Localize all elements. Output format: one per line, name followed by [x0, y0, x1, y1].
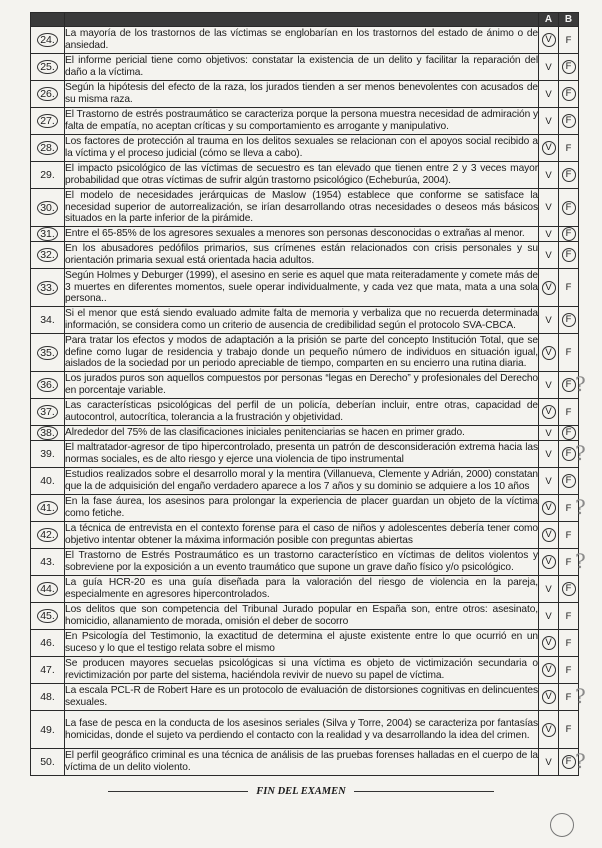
answer-false-option[interactable]: F: [562, 201, 576, 215]
table-row: [31, 307, 579, 334]
header-col-a: A: [539, 13, 559, 27]
table-row: [31, 684, 579, 711]
answer-cell-b[interactable]: [559, 307, 579, 334]
table-row: [31, 603, 579, 630]
exam-sheet: [30, 12, 578, 776]
question-mark-annotation: ?: [575, 495, 586, 519]
footer-right-line: [354, 791, 494, 792]
answer-true-option[interactable]: V: [545, 88, 552, 100]
question-number: 34.: [40, 314, 55, 326]
answer-true-option[interactable]: V: [545, 169, 552, 181]
table-row: [31, 372, 579, 399]
answer-false-option[interactable]: F: [565, 34, 572, 46]
answer-false-option[interactable]: F: [562, 114, 576, 128]
question-number: 26.: [37, 87, 58, 101]
question-number: 24.: [37, 33, 58, 47]
answer-cell-a[interactable]: [539, 630, 559, 657]
question-number-cell: [31, 522, 65, 549]
answer-cell-b[interactable]: [559, 711, 579, 749]
table-header-row: [31, 13, 579, 27]
answer-true-option[interactable]: V: [542, 636, 556, 650]
answer-cell-b[interactable]: [559, 162, 579, 189]
answer-false-option[interactable]: F: [565, 664, 572, 676]
answer-cell-a[interactable]: [539, 162, 559, 189]
question-mark-annotation: ?: [575, 441, 586, 465]
question-text: Para tratar los efectos y modos de adaptación a la prisión se parte del concepto Institución Total, que se define como lugar de residencia y trabajo donde un pequeño número de individuos en situación igual, aislados de la sociedad por un periodo apreciable de tiempo, comparten en su encierro una rutina diaria.: [65, 334, 539, 372]
answer-cell-a[interactable]: [539, 711, 559, 749]
answer-cell-b[interactable]: [559, 189, 579, 227]
answer-cell-a[interactable]: [539, 27, 559, 54]
answer-cell-a[interactable]: [539, 372, 559, 399]
question-number-cell: [31, 242, 65, 269]
answer-false-option[interactable]: F: [562, 313, 576, 327]
question-number: 35.: [37, 346, 58, 360]
question-number: 41.: [37, 501, 58, 515]
table-row: [31, 108, 579, 135]
answer-cell-a[interactable]: [539, 749, 559, 776]
question-number-cell: [31, 426, 65, 441]
question-number: 25.: [37, 60, 58, 74]
answer-cell-a[interactable]: [539, 242, 559, 269]
question-table: [30, 12, 579, 776]
answer-cell-a[interactable]: [539, 684, 559, 711]
question-number: 50.: [40, 756, 55, 768]
answer-true-option[interactable]: V: [545, 379, 552, 391]
answer-cell-a[interactable]: [539, 441, 559, 468]
answer-true-option[interactable]: V: [542, 281, 556, 295]
answer-true-option[interactable]: V: [542, 501, 556, 515]
question-number-cell: [31, 135, 65, 162]
answer-cell-a[interactable]: [539, 399, 559, 426]
answer-true-option[interactable]: V: [542, 141, 556, 155]
question-mark-annotation: ?: [575, 549, 586, 573]
answer-cell-b[interactable]: [559, 269, 579, 307]
question-text: Según Holmes y Deburger (1999), el asesino en serie es aquel que mata reiteradamente y comete más de 3 muertes en diferentes momentos, suele operar individualmente, y cada vez que mata, mata a una sola persona..: [65, 269, 539, 307]
header-question-cell: [65, 13, 539, 27]
question-number: 45.: [37, 609, 58, 623]
table-row: [31, 334, 579, 372]
question-number-cell: [31, 657, 65, 684]
question-text: El maltratador-agresor de tipo hipercontrolado, presenta un patrón de desconsideración extrema hacia las normas sociales, es de alto riesgo y ejerce una violencia de tipo instrumental: [65, 441, 539, 468]
answer-cell-b[interactable]: [559, 334, 579, 372]
answer-false-option[interactable]: F: [562, 378, 576, 392]
question-text: El informe pericial tiene como objetivos: constatar la existencia de un delito y facilitar la reparación del daño a la víctima.: [65, 54, 539, 81]
answer-cell-a[interactable]: [539, 334, 559, 372]
question-number-cell: [31, 495, 65, 522]
question-number-cell: [31, 269, 65, 307]
answer-false-option[interactable]: F: [562, 447, 576, 461]
question-number: 49.: [40, 723, 55, 736]
answer-cell-b[interactable]: [559, 603, 579, 630]
question-number: 30.: [37, 201, 58, 215]
answer-cell-a[interactable]: [539, 576, 559, 603]
table-row: [31, 630, 579, 657]
table-row: [31, 522, 579, 549]
answer-false-option[interactable]: F: [562, 582, 576, 596]
question-number-cell: [31, 81, 65, 108]
question-number: 39.: [40, 448, 55, 460]
question-text: Entre el 65-85% de los agresores sexuales a menores son personas desconocidas o extrañas al menor.: [65, 227, 539, 242]
question-number: 29.: [40, 169, 55, 181]
circle-stamp: [550, 813, 574, 837]
question-text: El impacto psicológico de las víctimas de secuestro es tan elevado que tienen entre 2 y 3 veces mayor probabilidad que otras víctimas de sufrir algún trastorno psicológico (Echeburúa, 2004).: [65, 162, 539, 189]
answer-cell-b[interactable]: [559, 227, 579, 242]
question-number-cell: [31, 749, 65, 776]
question-number: 31.: [37, 227, 58, 241]
answer-cell-b[interactable]: [559, 426, 579, 441]
question-text: La técnica de entrevista en el contexto forense para el caso de niños y adolescentes debería tener como objetivo intentar obtener la máxima información posible con preguntas abiertas: [65, 522, 539, 549]
footer-text: FIN DEL EXAMEN: [256, 786, 346, 797]
question-number: 28.: [37, 141, 58, 155]
question-text: El perfil geográfico criminal es una técnica de análisis de las pruebas forenses halladas en el cuerpo de la víctima de un delito violento.: [65, 749, 539, 776]
question-number: 27.: [37, 114, 58, 128]
question-number-cell: [31, 372, 65, 399]
answer-true-option[interactable]: V: [545, 228, 552, 240]
answer-true-option[interactable]: V: [542, 346, 556, 360]
answer-false-option[interactable]: F: [562, 474, 576, 488]
answer-true-option[interactable]: V: [542, 690, 556, 704]
answer-cell-b[interactable]: [559, 630, 579, 657]
table-row: [31, 468, 579, 495]
question-text: La mayoría de los trastornos de las víctimas se englobarían en los trastornos del estado de ánimo o de ansiedad.: [65, 27, 539, 54]
table-row: [31, 54, 579, 81]
question-text: El Trastorno de Estrés Postraumático es un trastorno característico en víctimas de delitos violentos y sobreviene por la exposición a un evento traumático que supone un grave daño físico y/o psicológico.: [65, 549, 539, 576]
question-text: Alrededor del 75% de las clasificaciones iniciales penitenciarias se hacen en primer grado.: [65, 426, 539, 441]
table-row: [31, 549, 579, 576]
answer-cell-b[interactable]: [559, 54, 579, 81]
answer-cell-b[interactable]: [559, 81, 579, 108]
question-rows: [31, 27, 579, 776]
answer-true-option[interactable]: V: [545, 756, 552, 768]
answer-cell-a[interactable]: [539, 307, 559, 334]
table-row: [31, 711, 579, 749]
table-row: [31, 269, 579, 307]
answer-true-option[interactable]: V: [545, 610, 552, 622]
answer-cell-a[interactable]: [539, 657, 559, 684]
answer-true-option[interactable]: V: [545, 249, 552, 261]
question-text: Se producen mayores secuelas psicológicas si una víctima es objeto de victimización secundaria o revictimización por parte del sistema, haciéndola revivir de nuevo su papel de víctima.: [65, 657, 539, 684]
question-text: Las características psicológicas del perfil de un policía, deberían incluir, entre otras, capacidad de autocontrol, autocrítica, tolerancia a la frustración y objetividad.: [65, 399, 539, 426]
answer-cell-a[interactable]: [539, 522, 559, 549]
question-number-cell: [31, 399, 65, 426]
question-number-cell: [31, 27, 65, 54]
answer-false-option[interactable]: F: [562, 227, 576, 241]
answer-cell-b[interactable]: [559, 242, 579, 269]
question-number-cell: [31, 576, 65, 603]
question-number-cell: [31, 549, 65, 576]
answer-cell-b[interactable]: [559, 576, 579, 603]
table-row: [31, 135, 579, 162]
answer-false-option[interactable]: F: [562, 60, 576, 74]
question-number: 38.: [37, 426, 58, 440]
header-number-cell: [31, 13, 65, 27]
answer-true-option[interactable]: V: [545, 115, 552, 127]
question-number-cell: [31, 334, 65, 372]
answer-true-option[interactable]: V: [545, 202, 552, 213]
answer-cell-a[interactable]: [539, 108, 559, 135]
question-text: Si el menor que está siendo evaluado admite falta de memoria y verbaliza que no recuerda determinada información, se considera como un criterio de ausencia de credibilidad según el protocolo SVA-CBCA.: [65, 307, 539, 334]
exam-footer: [0, 786, 602, 797]
answer-false-option[interactable]: F: [565, 347, 572, 358]
question-text: El modelo de necesidades jerárquicas de Maslow (1954) establece que conforme se satisface la necesidad superior de autorrealización, se irían desarrollando otras necesidades o deseos más básicos situados en la parte inferior de la pirámide.: [65, 189, 539, 227]
answer-false-option[interactable]: F: [565, 556, 572, 568]
question-number-cell: [31, 162, 65, 189]
answer-cell-a[interactable]: [539, 426, 559, 441]
answer-false-option[interactable]: F: [562, 248, 576, 262]
answer-cell-a[interactable]: [539, 603, 559, 630]
answer-true-option[interactable]: V: [545, 475, 552, 487]
answer-true-option[interactable]: V: [542, 663, 556, 677]
table-row: [31, 162, 579, 189]
table-row: [31, 399, 579, 426]
answer-cell-a[interactable]: [539, 135, 559, 162]
answer-false-option[interactable]: F: [565, 610, 572, 622]
answer-true-option[interactable]: V: [542, 555, 556, 569]
answer-true-option[interactable]: V: [545, 427, 552, 439]
answer-true-option[interactable]: V: [545, 583, 552, 595]
question-text: Los jurados puros son aquellos compuestos por personas “legas en Derecho” y profesionales del Derecho en porcentaje variable.: [65, 372, 539, 399]
table-row: [31, 242, 579, 269]
answer-false-option[interactable]: F: [562, 87, 576, 101]
question-number-cell: [31, 307, 65, 334]
answer-cell-a[interactable]: [539, 468, 559, 495]
question-number: 43.: [40, 556, 55, 568]
question-number: 37.: [37, 405, 58, 419]
answer-false-option[interactable]: F: [565, 691, 572, 703]
question-number: 40.: [40, 475, 55, 487]
question-number-cell: [31, 227, 65, 242]
answer-true-option[interactable]: V: [545, 448, 552, 460]
question-mark-annotation: ?: [575, 684, 586, 708]
answer-cell-b[interactable]: [559, 657, 579, 684]
question-number-cell: [31, 468, 65, 495]
answer-cell-b[interactable]: [559, 135, 579, 162]
answer-cell-b[interactable]: [559, 108, 579, 135]
answer-cell-a[interactable]: [539, 81, 559, 108]
header-col-b: B: [559, 13, 579, 27]
table-row: [31, 227, 579, 242]
table-row: [31, 749, 579, 776]
question-number: 46.: [40, 637, 55, 649]
answer-true-option[interactable]: V: [545, 314, 552, 326]
answer-true-option[interactable]: V: [542, 528, 556, 542]
answer-false-option[interactable]: F: [562, 426, 576, 440]
answer-true-option[interactable]: V: [545, 61, 552, 73]
answer-true-option[interactable]: V: [542, 723, 556, 737]
question-text: Los delitos que son competencia del Tribunal Jurado popular en España son, entre otros: asesinato, homicidio, allanamiento de morada, omisión el deber de socorro: [65, 603, 539, 630]
answer-cell-b[interactable]: [559, 27, 579, 54]
question-number-cell: [31, 711, 65, 749]
question-number-cell: [31, 603, 65, 630]
answer-false-option[interactable]: F: [565, 142, 572, 154]
answer-false-option[interactable]: F: [565, 724, 572, 735]
question-text: Estudios realizados sobre el desarrollo moral y la mentira (Villanueva, Clemente y Adrián, 2000) constatan que la de adquisición del engaño verdadero aparece a los 7 años y su dominio se adquiere a los 10 años: [65, 468, 539, 495]
answer-true-option[interactable]: V: [542, 405, 556, 419]
question-number-cell: [31, 441, 65, 468]
answer-false-option[interactable]: F: [565, 529, 572, 541]
question-number-cell: [31, 630, 65, 657]
question-text: Los factores de protección al trauma en los delitos sexuales se relacionan con el apoyos social recibido a la víctima y el proceso judicial (cómo se lleva a cabo).: [65, 135, 539, 162]
question-text: La escala PCL-R de Robert Hare es un protocolo de evaluación de distorsiones cognitivas en delincuentes sexuales.: [65, 684, 539, 711]
question-text: El Trastorno de estrés postraumático se caracteriza porque la persona muestra necesidad de admiración y falta de empatía, no aceptan críticas y su comportamiento es arrogante y manipulativo.: [65, 108, 539, 135]
question-text: La fase de pesca en la conducta de los asesinos seriales (Silva y Torre, 2004) se caracteriza por fantasías homicidas, donde el sujeto va perdiendo el contacto con la realidad y va desarrollando la idea del crimen.: [65, 711, 539, 749]
question-number: 42.: [37, 528, 58, 542]
answer-false-option[interactable]: F: [565, 282, 572, 293]
question-number: 33.: [37, 281, 58, 295]
question-mark-annotation: ?: [575, 749, 586, 773]
question-number-cell: [31, 684, 65, 711]
answer-false-option[interactable]: F: [565, 406, 572, 418]
question-number: 44.: [37, 582, 58, 596]
table-row: [31, 576, 579, 603]
answer-false-option[interactable]: F: [562, 755, 576, 769]
answer-cell-a[interactable]: [539, 189, 559, 227]
answer-false-option[interactable]: F: [565, 502, 572, 514]
table-row: [31, 657, 579, 684]
question-number: 36.: [37, 378, 58, 392]
answer-cell-b[interactable]: [559, 468, 579, 495]
question-number-cell: [31, 108, 65, 135]
answer-true-option[interactable]: V: [542, 33, 556, 47]
table-row: [31, 495, 579, 522]
question-number: 47.: [40, 664, 55, 676]
answer-cell-a[interactable]: [539, 54, 559, 81]
answer-cell-a[interactable]: [539, 549, 559, 576]
answer-false-option[interactable]: F: [562, 168, 576, 182]
answer-cell-a[interactable]: [539, 495, 559, 522]
answer-cell-a[interactable]: [539, 227, 559, 242]
question-number: 48.: [40, 691, 55, 703]
table-row: [31, 441, 579, 468]
table-row: [31, 426, 579, 441]
table-row: [31, 81, 579, 108]
question-text: Según la hipótesis del efecto de la raza, los jurados tienden a ser menos benevolentes con acusados de su misma raza.: [65, 81, 539, 108]
answer-false-option[interactable]: F: [565, 637, 572, 649]
question-text: En los abusadores pedófilos primarios, sus crímenes están relacionados con crisis personales y su orientación primaria sexual está orientada hacia adultos.: [65, 242, 539, 269]
question-number: 32.: [37, 248, 58, 262]
question-text: En la fase áurea, los asesinos para prolongar la experiencia de placer guardan un objeto de la víctima como fetiche.: [65, 495, 539, 522]
question-text: En Psicología del Testimonio, la exactitud de determina el ajuste existente entre lo que ocurrió en un suceso y lo que el testigo relata sobre el mismo: [65, 630, 539, 657]
answer-cell-b[interactable]: [559, 399, 579, 426]
question-mark-annotation: ?: [575, 372, 586, 396]
table-row: [31, 27, 579, 54]
table-row: [31, 189, 579, 227]
question-number-cell: [31, 54, 65, 81]
answer-cell-b[interactable]: [559, 522, 579, 549]
footer-left-line: [108, 791, 248, 792]
answer-cell-a[interactable]: [539, 269, 559, 307]
question-number-cell: [31, 189, 65, 227]
question-text: La guía HCR-20 es una guía diseñada para la valoración del riesgo de violencia en la pareja, especialmente en agresores hipercontrolados.: [65, 576, 539, 603]
